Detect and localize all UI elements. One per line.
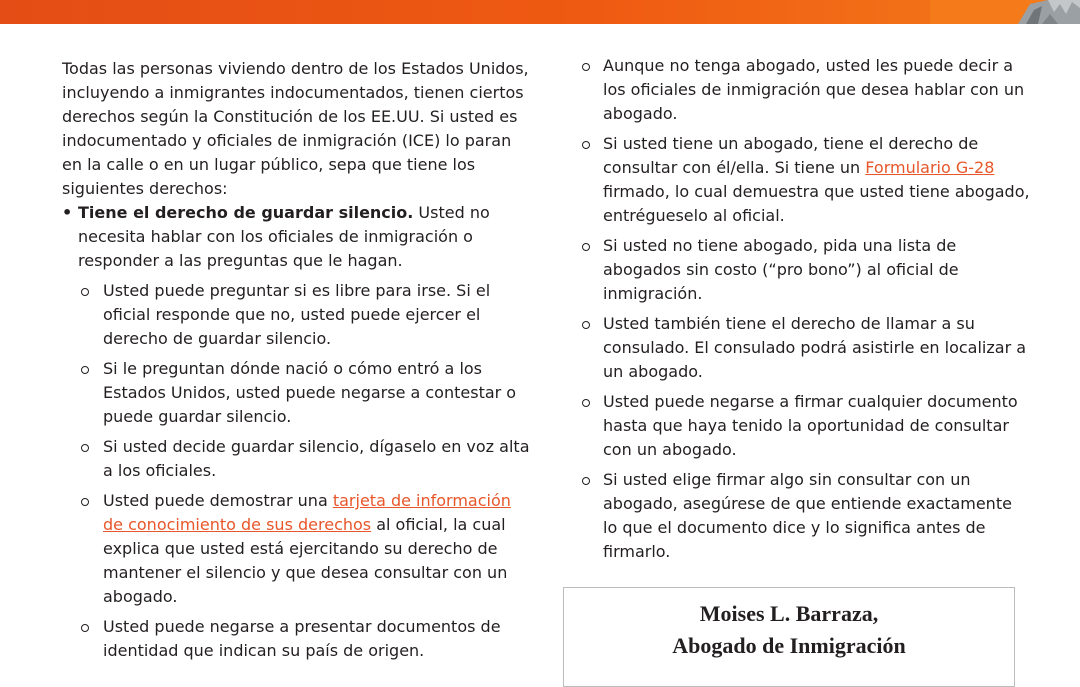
- statue-of-liberty-image: [930, 0, 1080, 24]
- list-item: Usted puede demostrar una tarjeta de información de conocimiento de sus derechos al oficial, la cual explica que usted está ejercitando su derecho de mantener el silencio y que desea consultar con un abogado.: [62, 489, 532, 609]
- bullet-text: Usted no necesita hablar con los oficiales de inmigración o responder a las preguntas que le hagan.: [78, 203, 490, 270]
- circle-bullet-icon: [81, 288, 89, 296]
- circle-bullet-icon: [582, 477, 590, 485]
- bullet-heading: Tiene el derecho de guardar silencio.: [78, 203, 414, 222]
- form-g28-link[interactable]: Formulario G-28: [865, 158, 995, 177]
- circle-bullet-icon: [582, 243, 590, 251]
- right-column: [580, 54, 1030, 564]
- right-to-silence-bullet: [62, 201, 532, 273]
- circle-bullet-icon: [582, 321, 590, 329]
- know-your-rights-card-link[interactable]: tarjeta de información de conocimiento de sus derechos: [103, 491, 511, 534]
- bullet-icon: •: [62, 203, 73, 222]
- list-item: Si le preguntan dónde nació o cómo entró a los Estados Unidos, usted puede negarse a contestar o puede guardar silencio.: [62, 357, 532, 429]
- list-item: Si usted no tiene abogado, pida una lista de abogados sin costo (“pro bono”) al oficial de inmigración.: [580, 234, 1030, 306]
- list-item: Si usted elige firmar algo sin consultar con un abogado, asegúrese de que entiende exactamente lo que el documento dice y lo significa antes de firmarlo.: [580, 468, 1030, 564]
- right-sub-list: [580, 54, 1030, 564]
- circle-bullet-icon: [81, 366, 89, 374]
- list-item: Si usted decide guardar silencio, dígaselo en voz alta a los oficiales.: [62, 435, 532, 483]
- circle-bullet-icon: [81, 624, 89, 632]
- list-item: Usted puede negarse a presentar documentos de identidad que indican su país de origen.: [62, 615, 532, 663]
- circle-bullet-icon: [81, 444, 89, 452]
- intro-paragraph: Todas las personas viviendo dentro de los Estados Unidos, incluyendo a inmigrantes indocumentados, tienen ciertos derechos según la Constitución de los EE.UU. Si usted es indocumentado y oficiales de inmigración (ICE) lo paran en la calle o en un lugar público, sepa que tiene los siguientes derechos:: [62, 59, 529, 198]
- attorney-name: Moises L. Barraza,: [699, 601, 879, 626]
- circle-bullet-icon: [582, 399, 590, 407]
- list-item: Usted puede preguntar si es libre para irse. Si el oficial responde que no, usted puede ejercer el derecho de guardar silencio.: [62, 279, 532, 351]
- list-item: Si usted tiene un abogado, tiene el derecho de consultar con él/ella. Si tiene un Formulario G-28 firmado, lo cual demuestra que usted tiene abogado, entrégueselo al oficial.: [580, 132, 1030, 228]
- list-item: Usted puede negarse a firmar cualquier documento hasta que haya tenido la oportunidad de consultar con un abogado.: [580, 390, 1030, 462]
- left-column: [62, 57, 532, 663]
- circle-bullet-icon: [582, 63, 590, 71]
- list-item: Usted también tiene el derecho de llamar a su consulado. El consulado podrá asistirle en localizar a un abogado.: [580, 312, 1030, 384]
- circle-bullet-icon: [582, 141, 590, 149]
- circle-bullet-icon: [81, 498, 89, 506]
- attorney-title: Abogado de Inmigración: [672, 633, 906, 658]
- left-sub-list: [62, 279, 532, 663]
- attorney-signature-box: [563, 587, 1015, 687]
- list-item: Aunque no tenga abogado, usted les puede decir a los oficiales de inmigración que desea hablar con un abogado.: [580, 54, 1030, 126]
- top-banner: [0, 0, 1080, 24]
